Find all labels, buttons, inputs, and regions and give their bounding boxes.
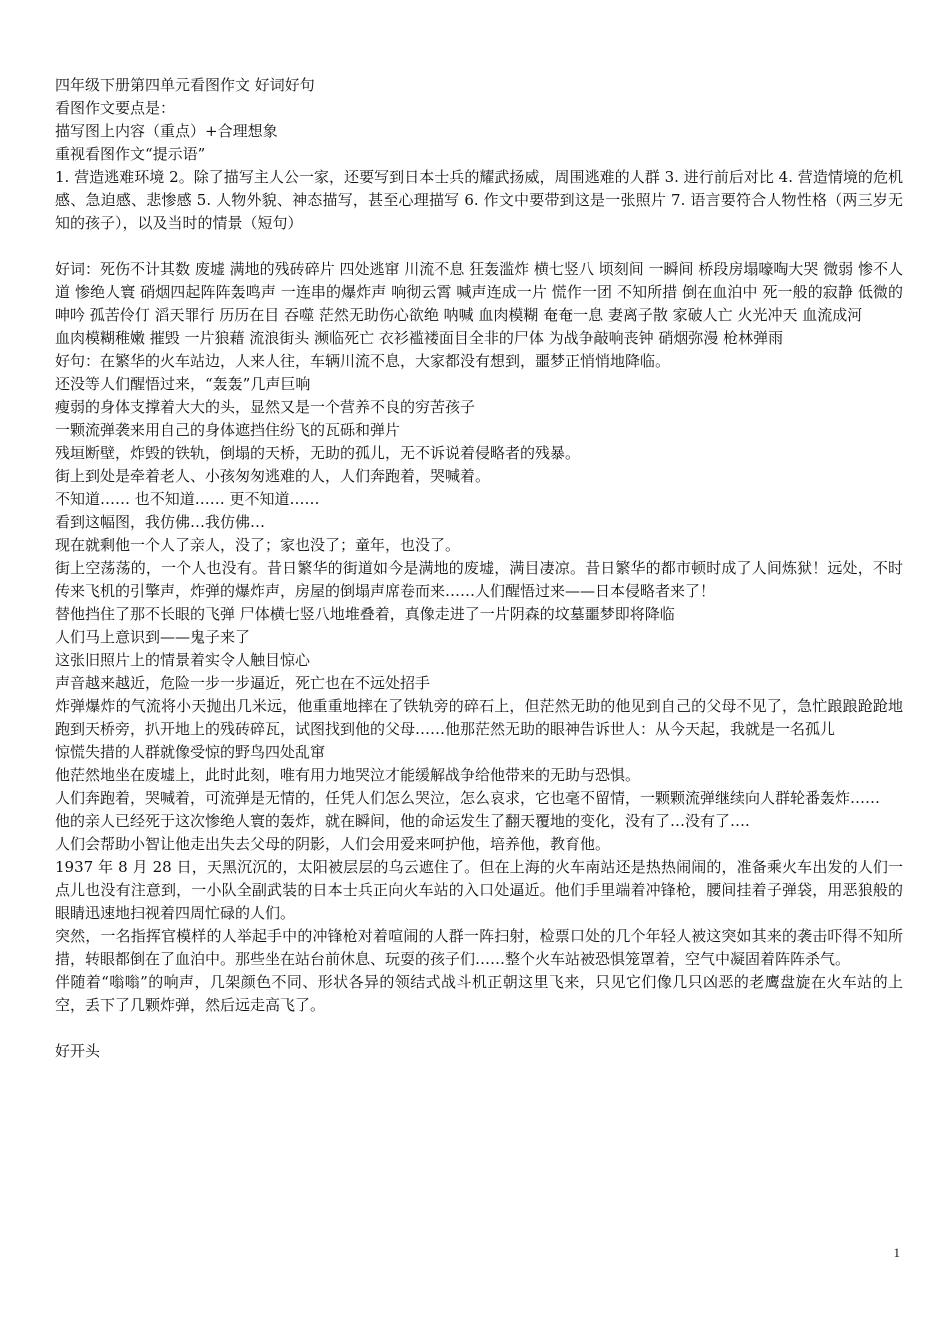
sentence-line: 惊慌失措的人群就像受惊的野鸟四处乱窜: [55, 743, 326, 761]
sentence-line: 瘦弱的身体支撑着大大的头，显然又是一个营养不良的穷苦孩子: [55, 398, 476, 416]
sentence-line: 声音越来越近，危险一步一步逼近，死亡也在不远处招手: [55, 674, 431, 692]
document-page: [55, 74, 903, 1063]
sentence-line: 一颗流弹袭来用自己的身体遮挡住纷飞的瓦砾和弹片: [55, 421, 401, 439]
points-label: 看图作文要点是：: [55, 99, 176, 117]
sentence-line: 炸弹爆炸的气流将小天抛出几米远，他重重地摔在了铁轨旁的碎石上，但茫然无助的他见到自己的父母不见了，急忙踉踉跄跄地跑到天桥旁，扒开地上的残砖碎瓦，试图找到他的父母……他那茫然无助的眼神告诉世人：从今天起，我就是一名孤儿: [55, 697, 903, 738]
doc-title: 四年级下册第四单元看图作文 好词好句: [55, 76, 315, 94]
sentence-line: 替他挡住了那不长眼的飞弹 尸体横七竖八地堆叠着，真像走进了一片阴森的坟墓噩梦即将降临: [55, 605, 675, 623]
sentence-line: 他茫然地坐在废墟上，此时此刻，唯有用力地哭泣才能缓解战争给他带来的无助与恐惧。: [55, 766, 641, 784]
hint-heading: 重视看图作文“提示语”: [55, 145, 206, 163]
blank-line: [55, 1017, 903, 1040]
sentence-line: 这张旧照片上的情景着实令人触目惊心: [55, 651, 311, 669]
good-opening-heading: 好开头: [55, 1042, 101, 1060]
good-words: 好词：死伤不计其数 废墟 满地的残砖碎片 四处逃窜 川流不息 狂轰滥炸 横七竖八 顷刻间 一瞬间 桥段房塌嚎啕大哭 微弱 惨不人道 惨绝人寰 硝烟四起阵阵轰鸣声 一连串的爆炸声 响彻云霄 喊声连成一片 慌作一团 不知所措 倒在血泊中 死一般的寂静 低微的呻吟 孤苦伶仃 滔天罪行 历历在目 吞噬 茫然无助伤心欲绝 呐喊 血肉模糊 奄奄一息 妻离子散 家破人亡 火光冲天 血流成河: [55, 260, 903, 324]
sentence-line: 现在就剩他一个人了亲人，没了；家也没了；童年，也没了。: [55, 536, 461, 554]
sentence-line: 人们马上意识到——鬼子来了: [55, 628, 251, 646]
sentence-line: 伴随着“嗡嗡”的响声，几架颜色不同、形状各异的领结式战斗机正朝这里飞来，只见它们像几只凶恶的老鹰盘旋在火车站的上空，丢下了几颗炸弹，然后远走高飞了。: [55, 973, 903, 1014]
sentence-line: 不知道…… 也不知道…… 更不知道……: [55, 490, 320, 508]
sentence-line: 街上空荡荡的，一个人也没有。昔日繁华的街道如今是满地的废墟，满目凄凉。昔日繁华的都市顿时成了人间炼狱！远处，不时传来飞机的引擎声，炸弹的爆炸声，房屋的倒塌声席卷而来……人们醒悟过来——日本侵略者来了！: [55, 559, 903, 600]
sentence-line: 残垣断壁，炸毁的铁轨，倒塌的天桥，无助的孤儿，无不诉说着侵略者的残暴。: [55, 444, 581, 462]
sentence-line: 好句：在繁华的火车站边，人来人往，车辆川流不息，大家都没有想到，噩梦正悄悄地降临。: [55, 352, 671, 370]
sentence-line: 人们奔跑着，哭喊着，可流弹是无情的，任凭人们怎么哭泣，怎么哀求，它也毫不留情，一颗颗流弹继续向人群轮番轰炸……: [55, 789, 881, 807]
good-words-continued: 血肉模糊稚嫩 摧毁 一片狼藉 流浪街头 濒临死亡 衣衫褴褛面目全非的尸体 为战争敲响丧钟 硝烟弥漫 枪林弹雨: [55, 329, 784, 347]
sentence-line: 人们会帮助小智让他走出失去父母的阴影，人们会用爱来呵护他，培养他，教育他。: [55, 835, 611, 853]
sentence-line: 街上到处是牵着老人、小孩匆匆逃难的人，人们奔跑着，哭喊着。: [55, 467, 491, 485]
sentence-line: 他的亲人已经死于这次惨绝人寰的轰炸，就在瞬间，他的命运发生了翻天覆地的变化，没有了…没有了….: [55, 812, 750, 830]
sentence-line: 还没等人们醒悟过来，“轰轰”几声巨响: [55, 375, 311, 393]
sentence-line: 看到这幅图，我仿佛…我仿佛…: [55, 513, 266, 531]
page-number: 1: [893, 1245, 900, 1260]
sentence-line: 突然，一名指挥官模样的人举起手中的冲锋枪对着喧闹的人群一阵扫射，检票口处的几个年轻人被这突如其来的袭击吓得不知所措，转眼都倒在了血泊中。那些坐在站台前休息、玩耍的孩子们……整个火车站被恐惧笼罩着，空气中凝固着阵阵杀气。: [55, 927, 903, 968]
method-line: 描写图上内容（重点）+合理想象: [55, 122, 278, 140]
blank-line: [55, 235, 903, 258]
hint-body: 1. 营造逃难环境 2。除了描写主人公一家，还要写到日本士兵的耀武扬威，周围逃难的人群 3. 进行前后对比 4. 营造情境的危机感、急迫感、悲惨感 5. 人物外貌、神态描写，甚至心理描写 6. 作文中要带到这是一张照片 7. 语言要符合人物性格（两三岁无知的孩子），以及当时的情景（短句）: [55, 168, 903, 232]
sentence-line: 1937 年 8 月 28 日，天黑沉沉的，太阳被层层的乌云遮住了。但在上海的火车南站还是热热闹闹的，准备乘火车出发的人们一点儿也没有注意到，一小队全副武装的日本士兵正向火车站的入口处逼近。他们手里端着冲锋枪，腰间挂着子弹袋，用恶狼般的眼睛迅速地扫视着四周忙碌的人们。: [55, 858, 903, 922]
